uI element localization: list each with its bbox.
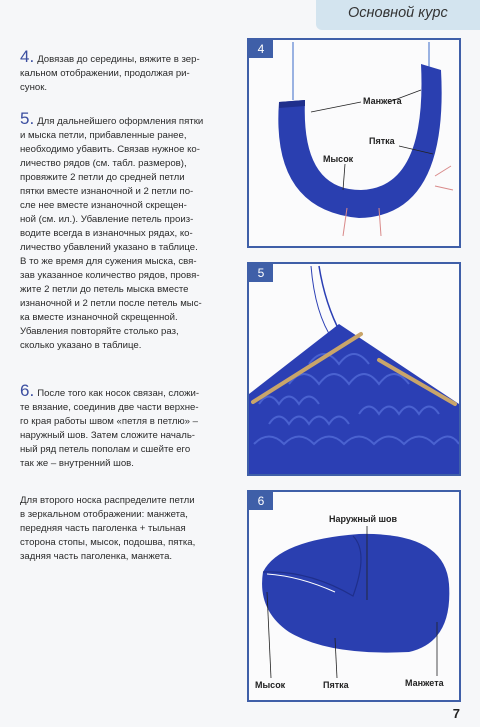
figure-number-badge: 5 — [249, 264, 273, 282]
text-line: передняя часть паголенка + тыльная — [20, 523, 186, 534]
text-line: После того как носок связан, сложи- — [37, 388, 200, 399]
text-line: ной (см. ил.). Убавление петель произ- — [20, 214, 194, 225]
figure-5 — [247, 262, 461, 476]
decrease-stitches-closeup-image — [249, 264, 459, 474]
label-heel: Пятка — [323, 680, 349, 690]
text-line: В то же время для сужения мыска, свя- — [20, 256, 197, 267]
label-heel: Пятка — [369, 136, 395, 146]
section-title: Основной курс — [348, 5, 448, 21]
step-5 — [20, 109, 235, 353]
label-cuff: Манжета — [363, 96, 402, 106]
text-line: сунок. — [20, 82, 48, 93]
text-line: так же – внутренний шов. — [20, 458, 134, 469]
text-line: необходимо убавить. Связав нужное ко- — [20, 144, 200, 155]
step-4 — [20, 47, 235, 95]
label-toe: Мысок — [323, 154, 354, 164]
text-line: в зеркальном отображении: манжета, — [20, 509, 188, 520]
text-line: кальном отображении, продолжая ри- — [20, 68, 190, 79]
text-line: личество рядов (см. табл. размеров), — [20, 158, 187, 169]
text-line: го края работы швом «петля в петлю» – — [20, 416, 199, 427]
text-line: провяжите 2 петли до средней петли — [20, 172, 185, 183]
step-number: 5. — [20, 109, 35, 128]
figure-number-badge: 4 — [249, 40, 273, 58]
step-6 — [20, 381, 235, 471]
text-line: изнаночной и 2 петли после петель мыс- — [20, 298, 202, 309]
label-cuff: Манжета — [405, 678, 444, 688]
text-line: сколько указано в таблице. — [20, 340, 142, 351]
text-line: те вязание, соединив две части верхне- — [20, 402, 199, 413]
text-line: зав указанное количество рядов, провя- — [20, 270, 200, 281]
figure-4 — [247, 38, 461, 248]
text-line: наружный шов. Затем сложите началь- — [20, 430, 196, 441]
text-line: ный ряд петель пополам и сшейте его — [20, 444, 191, 455]
text-line: жите 2 петли до петель мыска вместе — [20, 284, 189, 295]
page-number: 7 — [452, 706, 460, 721]
text-line: Для второго носка распределите петли — [20, 495, 195, 506]
step-number: 6. — [20, 381, 35, 400]
text-line: ка вместе изнаночной скрещенной. — [20, 312, 178, 323]
figure-number-badge: 6 — [249, 492, 273, 510]
text-line: и мыска петли, прибавленные ранее, — [20, 130, 187, 141]
figure-6 — [247, 490, 461, 702]
label-outer-seam: Наружный шов — [329, 514, 398, 524]
text-line: сторона стопы, мысок, подошва, пятка, — [20, 537, 196, 548]
text-line: Убавления повторяйте столько раз, — [20, 326, 179, 337]
u-shaped-knitting-image — [249, 40, 459, 246]
second-sock-note — [20, 494, 235, 564]
text-line: пятки вместе изнаночной и 2 петли по- — [20, 186, 194, 197]
text-line: сле нее вместе изнаночной скрещен- — [20, 200, 187, 211]
text-line: Для дальнейшего оформления пятки — [37, 116, 204, 127]
text-line: задняя часть паголенка, манжета. — [20, 551, 173, 562]
text-line: водите всегда в изнаночных рядах, ко- — [20, 228, 193, 239]
step-number: 4. — [20, 47, 35, 66]
text-line: личество убавлений указано в таблице. — [20, 242, 198, 253]
label-toe: Мысок — [255, 680, 286, 690]
text-line: Довязав до середины, вяжите в зер- — [37, 54, 200, 65]
